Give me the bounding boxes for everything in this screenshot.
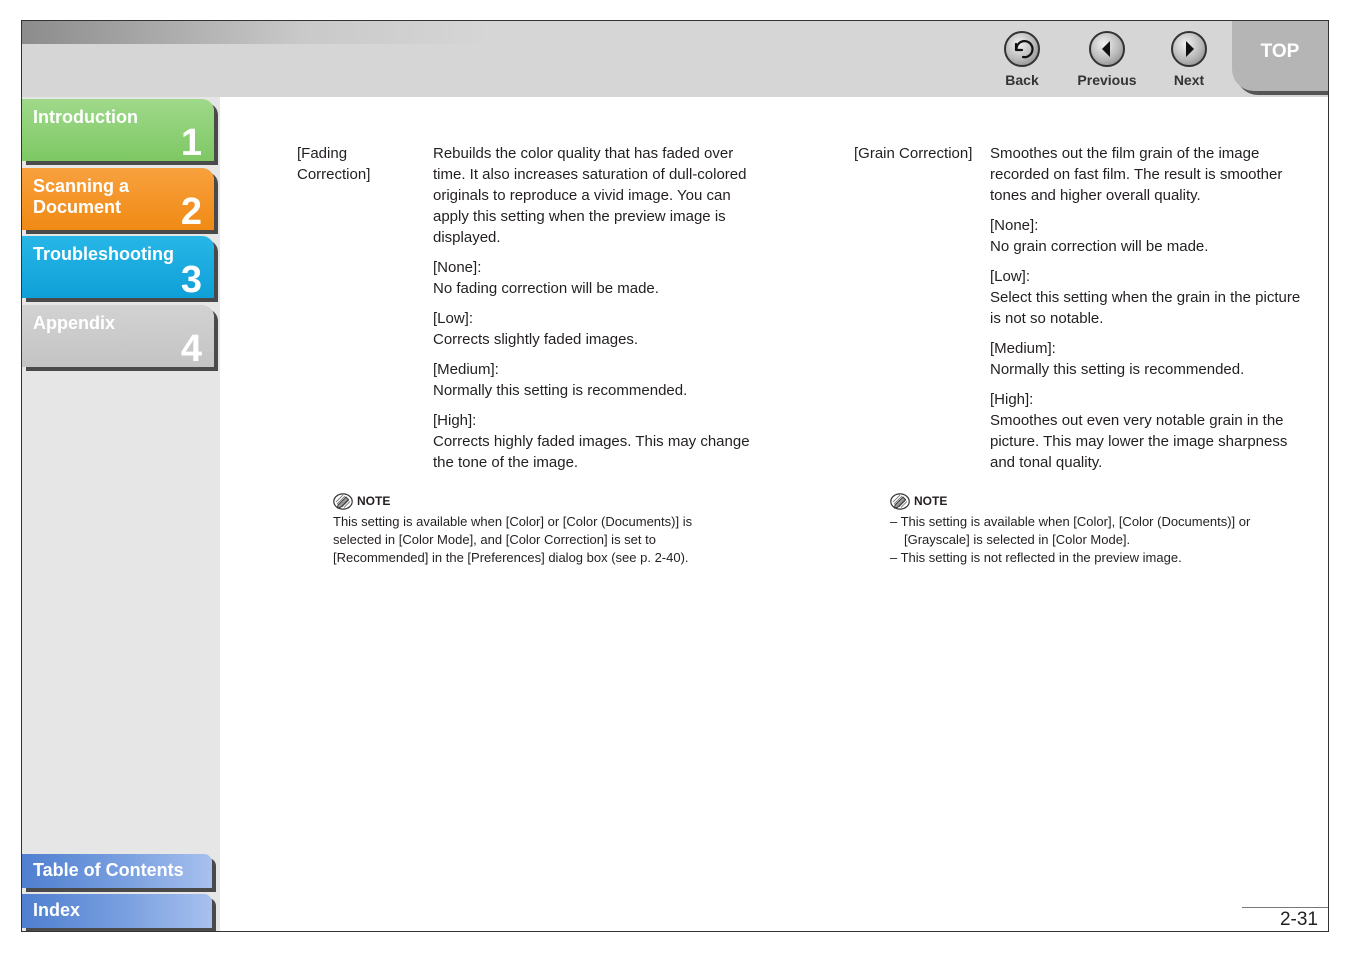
back-button[interactable]	[987, 31, 1057, 88]
tab-label: Troubleshooting	[33, 244, 174, 264]
previous-icon	[1089, 31, 1125, 67]
note-list	[890, 513, 1315, 567]
next-button[interactable]	[1154, 31, 1224, 88]
note-item: – This setting is not reflected in the preview image.	[890, 550, 1182, 565]
tab-number: 1	[180, 122, 202, 164]
page-frame	[21, 20, 1329, 932]
fading-correction-term: [Fading Correction]	[297, 145, 371, 183]
tab-number: 2	[180, 191, 202, 233]
sidebar	[22, 97, 220, 932]
tab-scanning-a-document[interactable]	[22, 168, 214, 233]
previous-label: Previous	[1077, 72, 1137, 88]
fading-correction-note	[333, 492, 743, 567]
note-heading	[890, 492, 1315, 510]
option-high: [High]: Corrects highly faded images. This may change the tone of the image.	[433, 412, 750, 471]
index-label: Index	[33, 900, 81, 920]
previous-button[interactable]	[1072, 31, 1142, 88]
option-low: [Low]: Select this setting when the grain in the picture is not so notable.	[990, 268, 1301, 327]
note-pencil-icon	[890, 493, 910, 510]
back-label: Back	[1005, 72, 1039, 88]
tab-troubleshooting[interactable]	[22, 236, 214, 301]
option-none: [None]: No fading correction will be made.	[433, 259, 659, 297]
fading-correction-description	[433, 143, 757, 482]
note-heading	[333, 492, 743, 510]
option-medium: [Medium]: Normally this setting is recommended.	[433, 361, 688, 399]
tab-label: Scanning a Document	[33, 176, 130, 217]
table-of-contents-button[interactable]	[22, 854, 212, 888]
note-title: NOTE	[357, 494, 391, 508]
grain-correction-note	[890, 492, 1315, 567]
option-low: [Low]: Corrects slightly faded images.	[433, 310, 639, 348]
option-none: [None]: No grain correction will be made.	[990, 217, 1209, 255]
back-icon	[1004, 31, 1040, 67]
grain-correction-term: [Grain Correction]	[854, 145, 973, 162]
note-title: NOTE	[914, 494, 948, 508]
option-medium: [Medium]: Normally this setting is recommended.	[990, 340, 1245, 378]
top-button[interactable]: TOP	[1232, 21, 1328, 91]
tab-number: 4	[180, 328, 202, 370]
description-paragraph: Rebuilds the color quality that has faded over time. It also increases saturation of dull-colored originals to reproduce a vivid image. You can apply this setting when the preview image is displayed.	[433, 145, 747, 246]
tab-number: 3	[180, 259, 202, 301]
note-item: – This setting is available when [Color], [Color (Documents)] or [Grayscale] is selected in [Color Mode].	[890, 514, 1251, 547]
index-button[interactable]	[22, 894, 212, 928]
next-label: Next	[1173, 72, 1205, 88]
tab-label: Introduction	[33, 107, 138, 127]
note-pencil-icon	[333, 493, 353, 510]
page-number: 2-31	[1242, 907, 1328, 931]
main-content	[220, 97, 1328, 931]
option-high: [High]: Smoothes out even very notable grain in the picture. This may lower the image sharpness and tonal quality.	[990, 391, 1288, 471]
description-paragraph: Smoothes out the film grain of the image recorded on fast film. The result is smoother tones and higher overall quality.	[990, 145, 1283, 204]
note-text: This setting is available when [Color] or [Color (Documents)] is selected in [Color Mode], and [Color Correction] is set to [Recommended] in the [Preferences] dialog box (see p. 2-40).	[333, 514, 693, 565]
grain-correction-description	[990, 143, 1310, 482]
tab-introduction[interactable]	[22, 99, 214, 164]
next-icon	[1171, 31, 1207, 67]
table-of-contents-label: Table of Contents	[33, 860, 184, 880]
header-bar	[22, 21, 1328, 97]
tab-appendix[interactable]	[22, 305, 214, 370]
tab-label: Appendix	[33, 313, 116, 333]
